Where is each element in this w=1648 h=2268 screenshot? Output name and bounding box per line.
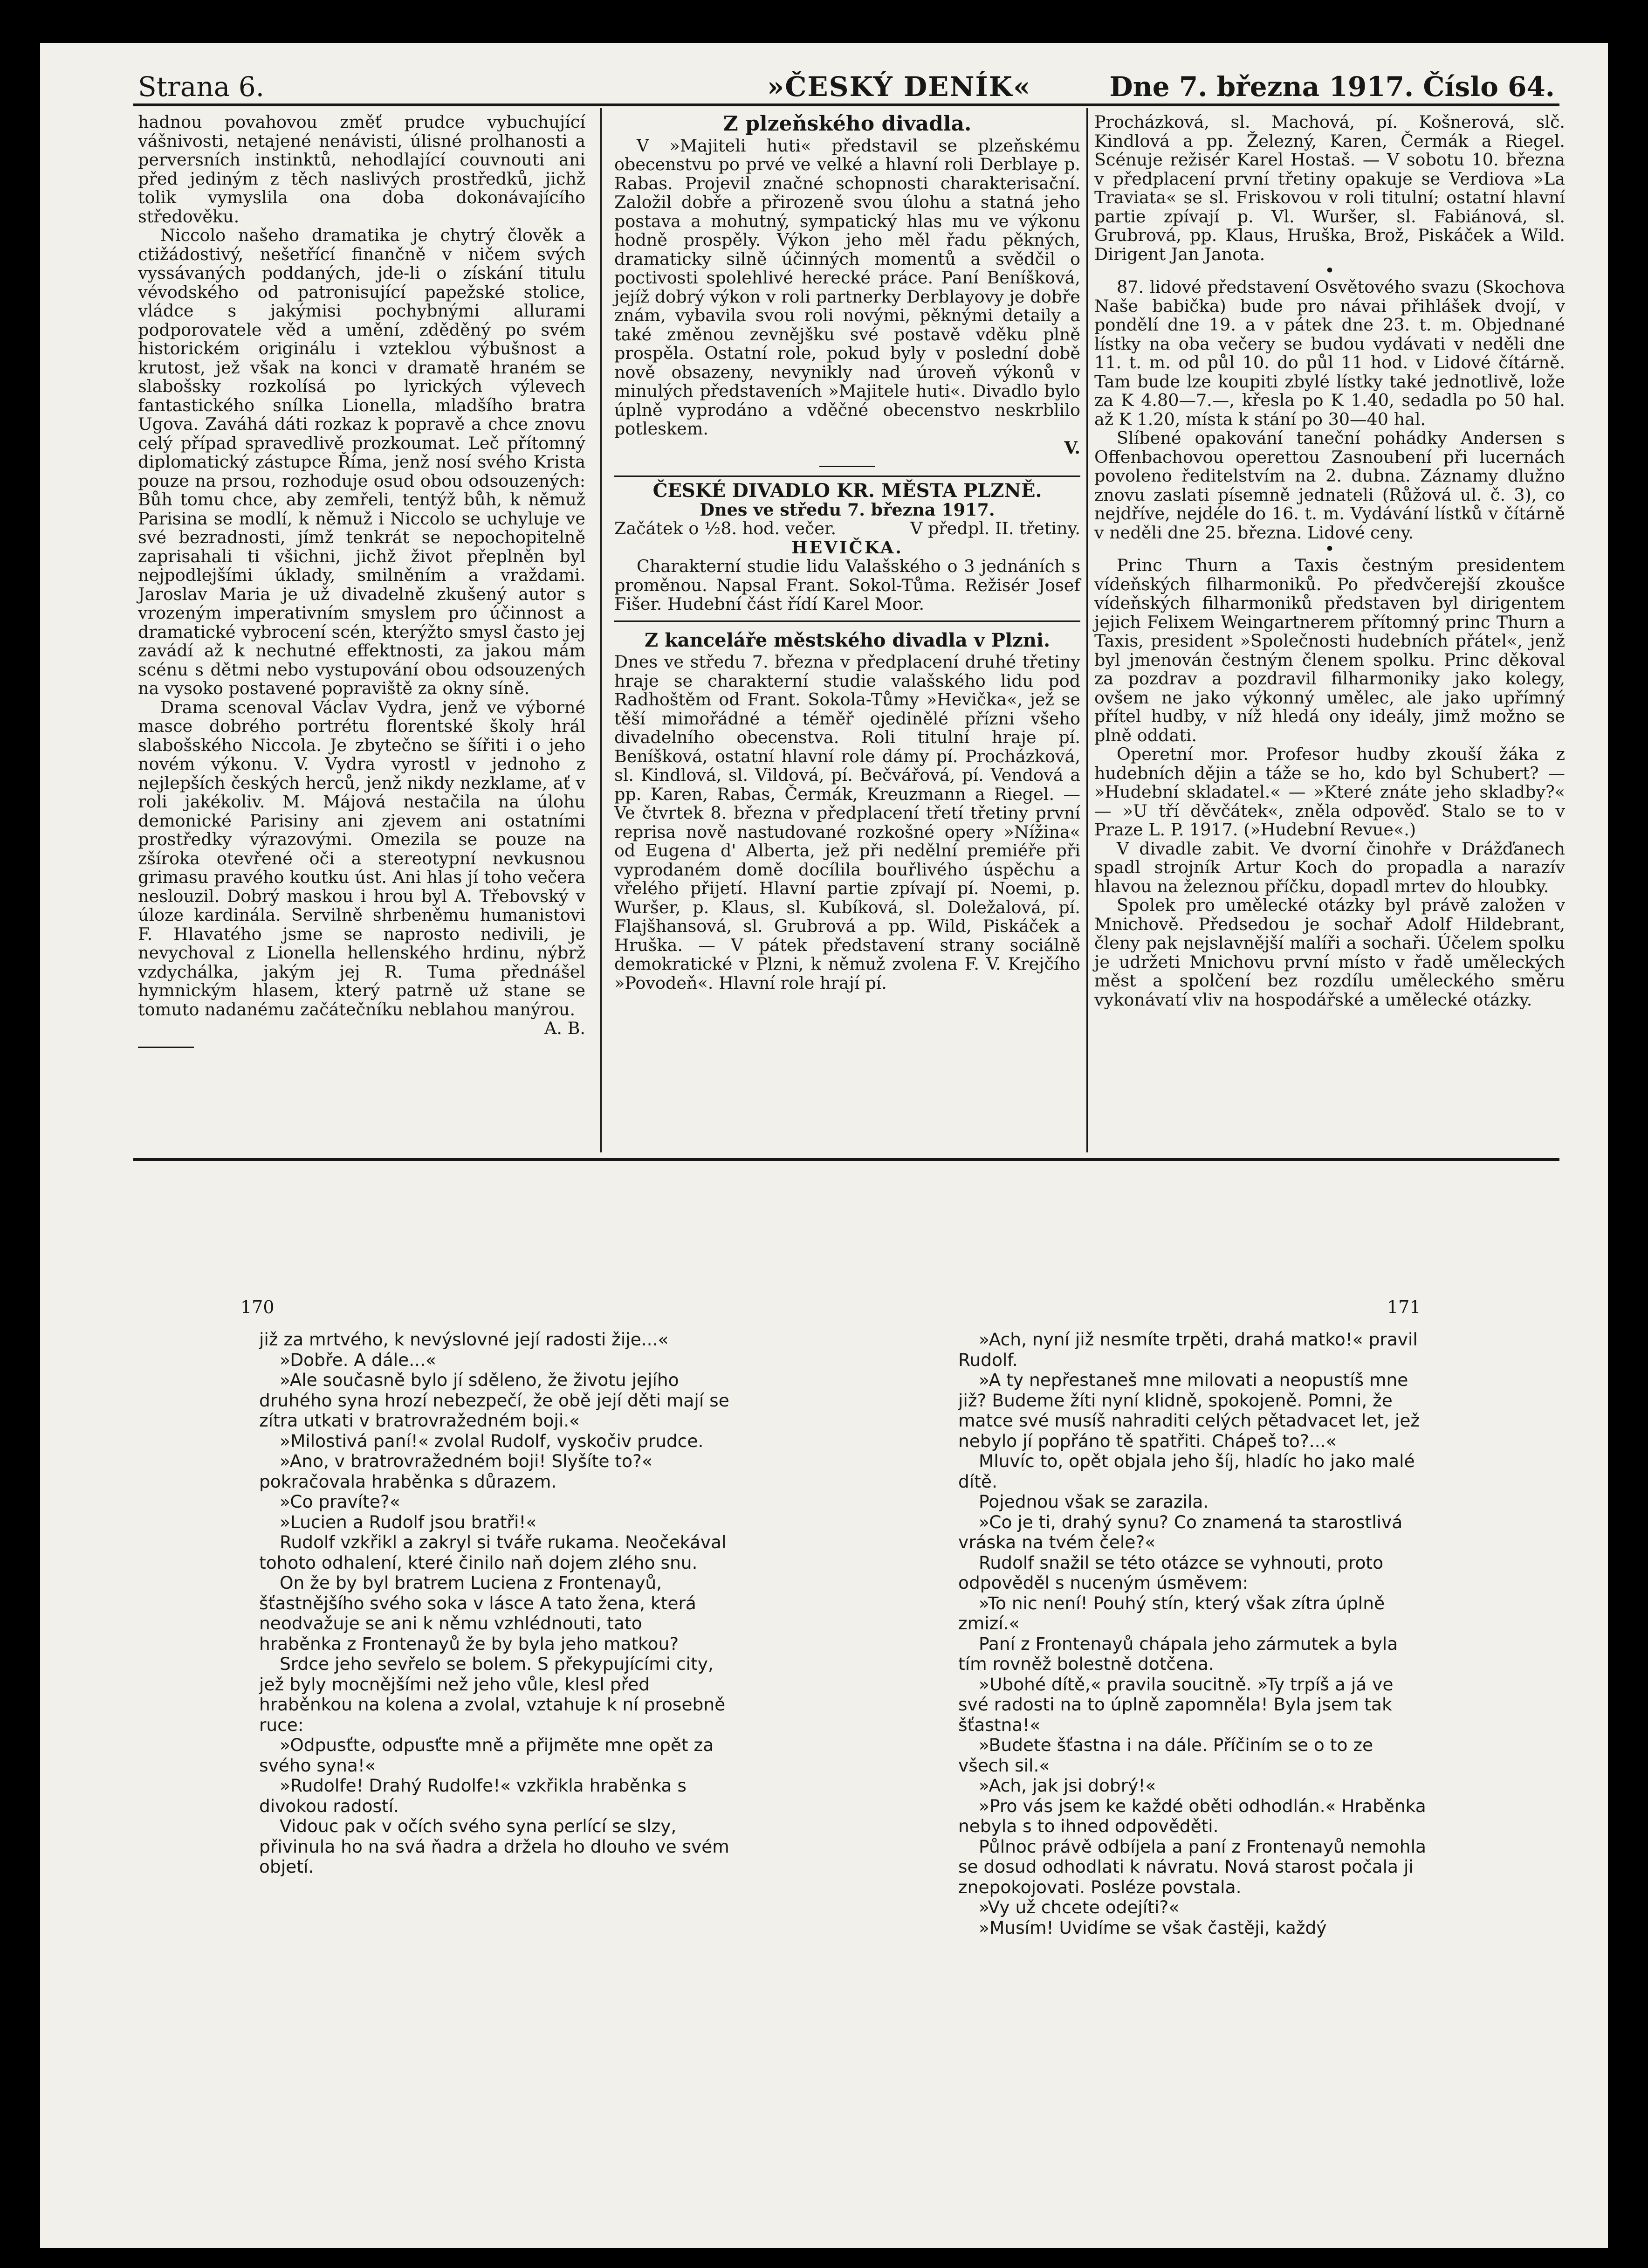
separator: •	[1325, 539, 1335, 559]
paragraph: »Co je ti, drahý synu? Co znamená ta starostlivá vráska na tvém čele?«	[958, 1511, 1403, 1552]
bottom-rule	[133, 1158, 1559, 1161]
play-description: Charakterní studie lidu Valašského o 3 jednáních s proměnou. Napsal Frant. Sokol-Tůma. Režisér Josef Fišer. Hudební část řídí Karel Moor.	[614, 556, 1080, 614]
divider	[138, 1047, 194, 1048]
date-line: Dnes ve středu 7. března 1917.	[700, 499, 995, 520]
column-1	[138, 113, 585, 1056]
theatre-name: ČESKÉ DIVADLO KR. MĚSTA PLZNĚ.	[652, 480, 1042, 502]
book-page-number: 170	[240, 1297, 275, 1317]
paragraph: »Ach, nyní již nesmíte trpěti, drahá matko!« pravil Rudolf.	[958, 1329, 1418, 1370]
paragraph: Slíbené opakování taneční pohádky Andersen s Offenbachovou operettou Zasnoubení při lucernách povoleno ředitelstvím na 2. dubna. Záznamy dlužno znovu zaslati písemně jednateli (Růžová ul. č. 3), co nejdříve, nejdéle do 16. t. m. Vydávání lístků v čítárně v neděli dne 25. března. Lidové ceny.	[1094, 428, 1565, 543]
paragraph: »Pro vás jsem ke každé oběti odhodlán.« Hraběnka nebyla s to ihned odpověděti.	[958, 1795, 1426, 1836]
paragraph: Půlnoc právě odbíjela a paní z Frontenayů nemohla se dosud odhodlati k návratu. Nová starost počala ji znepokojovati. Posléze povstala.	[958, 1836, 1426, 1897]
paragraph: Operetní mor. Profesor hudby zkouší žáka z hudebních dějin a táže se ho, kdo byl Schubert? — »Hudební skladatel.« — »Které znáte jeho skladby?« — »U tří děvčátek«, zněla odpověď. Stalo se to v Praze L. P. 1917. (»Hudební Revue«.)	[1094, 744, 1565, 840]
paragraph: Rudolf snažil se této otázce se vyhnouti, proto odpověděl s nuceným úsměvem:	[958, 1552, 1384, 1593]
paragraph: Pojednou však se zarazila.	[979, 1491, 1209, 1512]
subscription: V předpl. II. třetiny.	[910, 518, 1080, 538]
paragraph: Srdce jeho sevřelo se bolem. S překypujícími city, jež byly mocnějšími než jeho vůle, klesl před hraběnkou na kolena a zvolal, vztahuje k ní prosebně ruce:	[259, 1654, 726, 1735]
paragraph: Procházková, sl. Machová, pí. Košnerová, slč. Kindlová a pp. Železný, Karen, Čermák a Riegel. Scénuje režisér Karel Hostaš. — V sobotu 10. března v předplacení první třetiny opakuje se Verdiova »La Traviata« se sl. Friskovou v roli titulní; ostatní hlavní partie zpívají p. Vl. Wuršer, sl. Fabiánová, sl. Grubrová, pp. Klaus, Hruška, Brož, Piskáček a Wild. Dirigent Jan Janota.	[1094, 112, 1565, 264]
start-line	[614, 519, 1080, 538]
play-title: HEVIČKA.	[791, 537, 904, 558]
playbill-box	[614, 476, 1080, 622]
paragraph: Princ Thurn a Taxis čestným presidentem vídeňských filharmoniků. Po předvčerejší zkoušce vídeňských filharmoniků představen byl dirigentem jejich Felixem Weingartnerem přítomný princ Thurn a Taxis, president »Společnosti hudebních přátel«, jenž byl jmenován čestným členem spolku. Princ děkoval za pozdrav a pozdravil filharmoniky jako kolegy, ovšem ne jako výkonný umělec, ale jako upřímný přítel hudby, v níž hledá ony ideály, jimž možno se plně oddati.	[1094, 555, 1565, 745]
paragraph: »Ano, v bratrovražedném boji! Slyšíte to?« pokračovala hraběnka s důrazem.	[259, 1451, 652, 1492]
heading: Z kanceláře městského divadla v Plzni.	[644, 629, 1051, 651]
paragraph: V »Majiteli huti« představil se plzeňskému obecenstvu po prvé ve velké a hlavní roli Derblaye p. Rabas. Projevil značné schopnosti charakterisační. Založil dobře a přirozeně svou úlohu a statná jeho postava a mohutný, sympatický hlas mu ve výkonu hodně prospěly. Výkon jeho měl řadu pěkných, dramaticky silně účinných momentů a svědčil o poctivosti spolehlivé herecké práce. Paní Beníšková, jejíž dobrý výkon v roli partnerky Derblayovy je dobře znám, vybavila svou roli novými, pěknými detaily a také změnou zevnějšku své postavě vděku plně prospěla. Ostatní role, pokud byly v poslední době nově obsazeny, nevynikly nad úroveň výkonů v minulých představeních »Majitele huti«. Divadlo bylo úplně vyprodáno a vděčné obecenstvo neskrblilo potleskem.	[614, 135, 1080, 439]
scanned-page	[40, 43, 1608, 2248]
start-time: Začátek o ½8. hod. večer.	[614, 518, 837, 538]
paragraph: Vidouc pak v očích svého syna perlící se slzy, přivinula ho na svá ňadra a držela ho dlouho ve svém objetí.	[259, 1816, 729, 1877]
paragraph: Spolek pro umělecké otázky byl právě založen v Mnichově. Předsedou je sochař Adolf Hildebrant, členy pak nejslavnější malíři a sochaři. Účelem spolku je udržeti Mnichovu první místo v řadě uměleckých měst a spolčení bez rozdílu uměleckého směru vykonávatí vliv na hospodářské a umělecké otázky.	[1094, 895, 1565, 1010]
signature: A. B.	[544, 1018, 585, 1038]
paragraph: »Ubohé dítě,« pravila soucitně. »Ty trpíš a já ve své radosti na to úplně zapomněla! Byla jsem tak šťastna!«	[958, 1674, 1394, 1735]
paragraph: »Ach, jak jsi dobrý!«	[979, 1775, 1156, 1796]
column-divider	[600, 108, 602, 1152]
book-page-number: 171	[1387, 1297, 1421, 1317]
paragraph: »Co pravíte?«	[280, 1491, 400, 1512]
book-page-left	[259, 1330, 730, 1877]
column-3	[1094, 113, 1565, 1009]
paragraph: »A ty nepřestaneš mne milovati a neopustíš mne již? Budeme žíti nyní klidně, spokojeně. Pomni, že matce své musíš nahraditi celých pětadvacet let, jež nebylo jí popřáno tě spatřiti. Chápeš to?...«	[958, 1370, 1420, 1451]
paragraph: Niccolo našeho dramatika je chytrý člověk a ctižádostivý, nešetřící finančně v ničem svých vyssávaných poddaných, jde-li o získání titulu vévodského od patronisující papežské stolice, vládce s jakýmisi pochybnými allurami podporovatele věd a umění, zděděný po svém historickém originálu i vzteklou výbušnost a krutost, jež však na konci v dramatě hraném se slabošsky rozkolísá po lyrických výlevech fantastického snílka Lionella, mladšího bratra Ugova. Zaváhá dáti rozkaz k popravě a chce znovu celý případ spravedlivě prozkoumat. Leč přítomný diplomatický zástupce Říma, jenž nosí svého Krista pouze na prsou, rozhoduje osud obou odsouzených: Bůh tomu chce, aby zemřeli, tentýž bůh, k němuž Parisina se modlí, k němuž i Niccolo se uchyluje ve své bezradnosti, jímž tenkrát se nepochopitelně zaprisahali ti všichni, jichž život přeplněn byl nejpodlejšími úklady, smilněním a vraždami. Jaroslav Maria je už divadelně zkušený autor s vrozeným imperativním smyslem pro účinnost a dramatické vybrocení scén, kterýžto smysl často jej zavádí až k nechutné effektnosti, za jakou mám scénu s dětmi nebo vystupování obou odsouzených na vysoko postavené popraviště za okny síně.	[138, 225, 585, 698]
page-number: Strana 6.	[138, 71, 265, 103]
divider	[819, 466, 875, 467]
paragraph: Dnes ve středu 7. března v předplacení druhé třetiny hraje se charakterní studie valašského lidu pod Radhoštěm od Frant. Sokola-Tůmy »Hevička«, jež se těší mimořádné a téměř ojedinělé přízni všeho divadelního obecenstva. Roli titulní hraje pí. Beníšková, ostatní hlavní role dámy pí. Procházková, sl. Kindlová, sl. Vildová, pí. Bečvářová, pí. Vendová a pp. Karen, Rabas, Čermák, Kreuzmann a Riegel. — Ve čtvrtek 8. března v předplacení třetí třetiny první reprisa nově nastudované rozkošné opery »Nížina« od Eugena d' Alberta, jež při nedělní premiéře při vyprodaném domě docílila bouřlivého úspěchu a vřelého přijetí. Hlavní partie zpívají pí. Noemi, p. Wuršer, p. Klaus, sl. Kubíková, sl. Doležalová, pí. Flajšhansová, sl. Grubrová a pp. Wild, Piskáček a Hruška. — V pátek představení strany sociálně demokratické v Plzni, k němuž zvolena F. V. Krejčího »Povodeň«. Hlavní role hrají pí.	[614, 652, 1080, 993]
column-divider	[1086, 108, 1088, 1152]
paragraph: Rudolf vzkřikl a zakryl si tváře rukama. Neočekával tohoto odhalení, které činilo naň dojem zlého snu.	[259, 1532, 727, 1573]
paragraph: »Odpusťte, odpusťte mně a přijměte mne opět za svého syna!«	[259, 1735, 714, 1776]
paragraph: »Dobře. A dále...«	[280, 1349, 436, 1370]
paragraph: »Ale současně bylo jí sděleno, že životu jejího druhého syna hrozí nebezpečí, že obě její děti mají se zítra utkati v bratrovražedném boji.«	[259, 1370, 729, 1431]
masthead: »ČESKÝ DENÍK«	[767, 71, 1031, 103]
separator: •	[1325, 261, 1335, 281]
paragraph: »Vy už chcete odejíti?«	[979, 1897, 1180, 1917]
book-page-right	[958, 1330, 1429, 1938]
paragraph: »Budete šťastna i na dále. Příčiním se o to ze všech sil.«	[958, 1735, 1373, 1776]
paragraph: »To nic není! Pouhý stín, který však zítra úplně zmizí.«	[958, 1592, 1385, 1634]
signature: V.	[1064, 437, 1080, 458]
paragraph: »Milostivá paní!« zvolal Rudolf, vyskočiv prudce.	[280, 1430, 704, 1451]
column-2	[614, 113, 1080, 993]
paragraph: Drama scenoval Václav Vydra, jenž ve výborné masce dobrého portrétu florentské školy hrál slabošského Niccola. Je zbytečno se šířiti i o jeho novém výkonu. V. Vydra vyrostl v jednoho z nejlepších českých herců, jenž nikdy nezklame, ať v roli jakékoliv. M. Májová nestačila na úlohu demonické Parisiny ani zjevem ani ostatními prostředky výrazovými. Omezila se pouze na zšíroka otevřené oči a stereotypní nevkusnou grimasu pravého koutku úst. Ani hlas jí toho večera neslouzil. Dobrý maskou i hrou byl A. Třebovský v úloze kardinála. Servilně shrbeněmu humanistovi F. Hlavatého jsme se naprosto nedivili, je nevychoval z Lionella hellenského hrdinu, nýbrž vzdychálka, jakým jej R. Tuma přednášel hymnickým hlasem, který patrně už stane se tomuto nadanému začátečníku neblahou manýrou.	[138, 697, 585, 1020]
paragraph: V divadle zabit. Ve dvorní činohře v Drážďanech spadl strojník Artur Koch do propadla a narazív hlavou na železnou příčku, dopadl mrtev do hloubky.	[1094, 838, 1565, 896]
newspaper-header	[138, 71, 1555, 113]
paragraph: »Lucien a Rudolf jsou bratři!«	[280, 1511, 537, 1532]
paragraph: »Rudolfe! Drahý Rudolfe!« vzkřikla hraběnka s divokou radostí.	[259, 1775, 687, 1816]
paragraph: již za mrtvého, k nevýslovné její radosti žije...«	[259, 1329, 669, 1350]
header-rule	[133, 103, 1559, 106]
heading: Z plzeňského divadla.	[723, 112, 972, 136]
paragraph: hadnou povahovou změť prudce vybuchující vášnivosti, netajené nenávisti, úlisné prolhanosti a perversních instinktů, nehodlající couvnouti ani před jediným z těch naslivých prostředků, jichž tolik vymyslila ona doba dokonávajícího středověku.	[138, 112, 585, 227]
date-issue: Dne 7. března 1917. Číslo 64.	[1109, 71, 1555, 103]
paragraph: 87. lidové představení Osvětového svazu (Skochova Naše babička) bude pro návai přihlášek dvojí, v pondělí dne 19. a v pátek dne 23. t. m. Objednané lístky na oba večery se budou vydávati v neděli dne 11. t. m. od půl 10. do půl 11 hod. v Lidové čítárně. Tam bude lze koupiti zbylé lístky také jednotlivě, lože za K 4.80—7.—, křesla po K 1.40, sedadla po 50 hal. až K 1.20, místa k stání po 30—40 hal.	[1094, 277, 1565, 429]
paragraph: »Musím! Uvidíme se však častěji, každý	[979, 1917, 1327, 1938]
paragraph: On že by byl bratrem Luciena z Frontenayů, šťastnějšího svého soka v lásce A tato žena, která neodvažuje se ani k němu vzhlédnouti, tato hraběnka z Frontenayů že by byla jeho matkou?	[259, 1572, 696, 1654]
paragraph: Mluvíc to, opět objala jeho šíj, hladíc ho jako malé dítě.	[958, 1451, 1415, 1492]
paragraph: Paní z Frontenayů chápala jeho zármutek a byla tím rovněž bolestně dotčena.	[958, 1633, 1398, 1674]
